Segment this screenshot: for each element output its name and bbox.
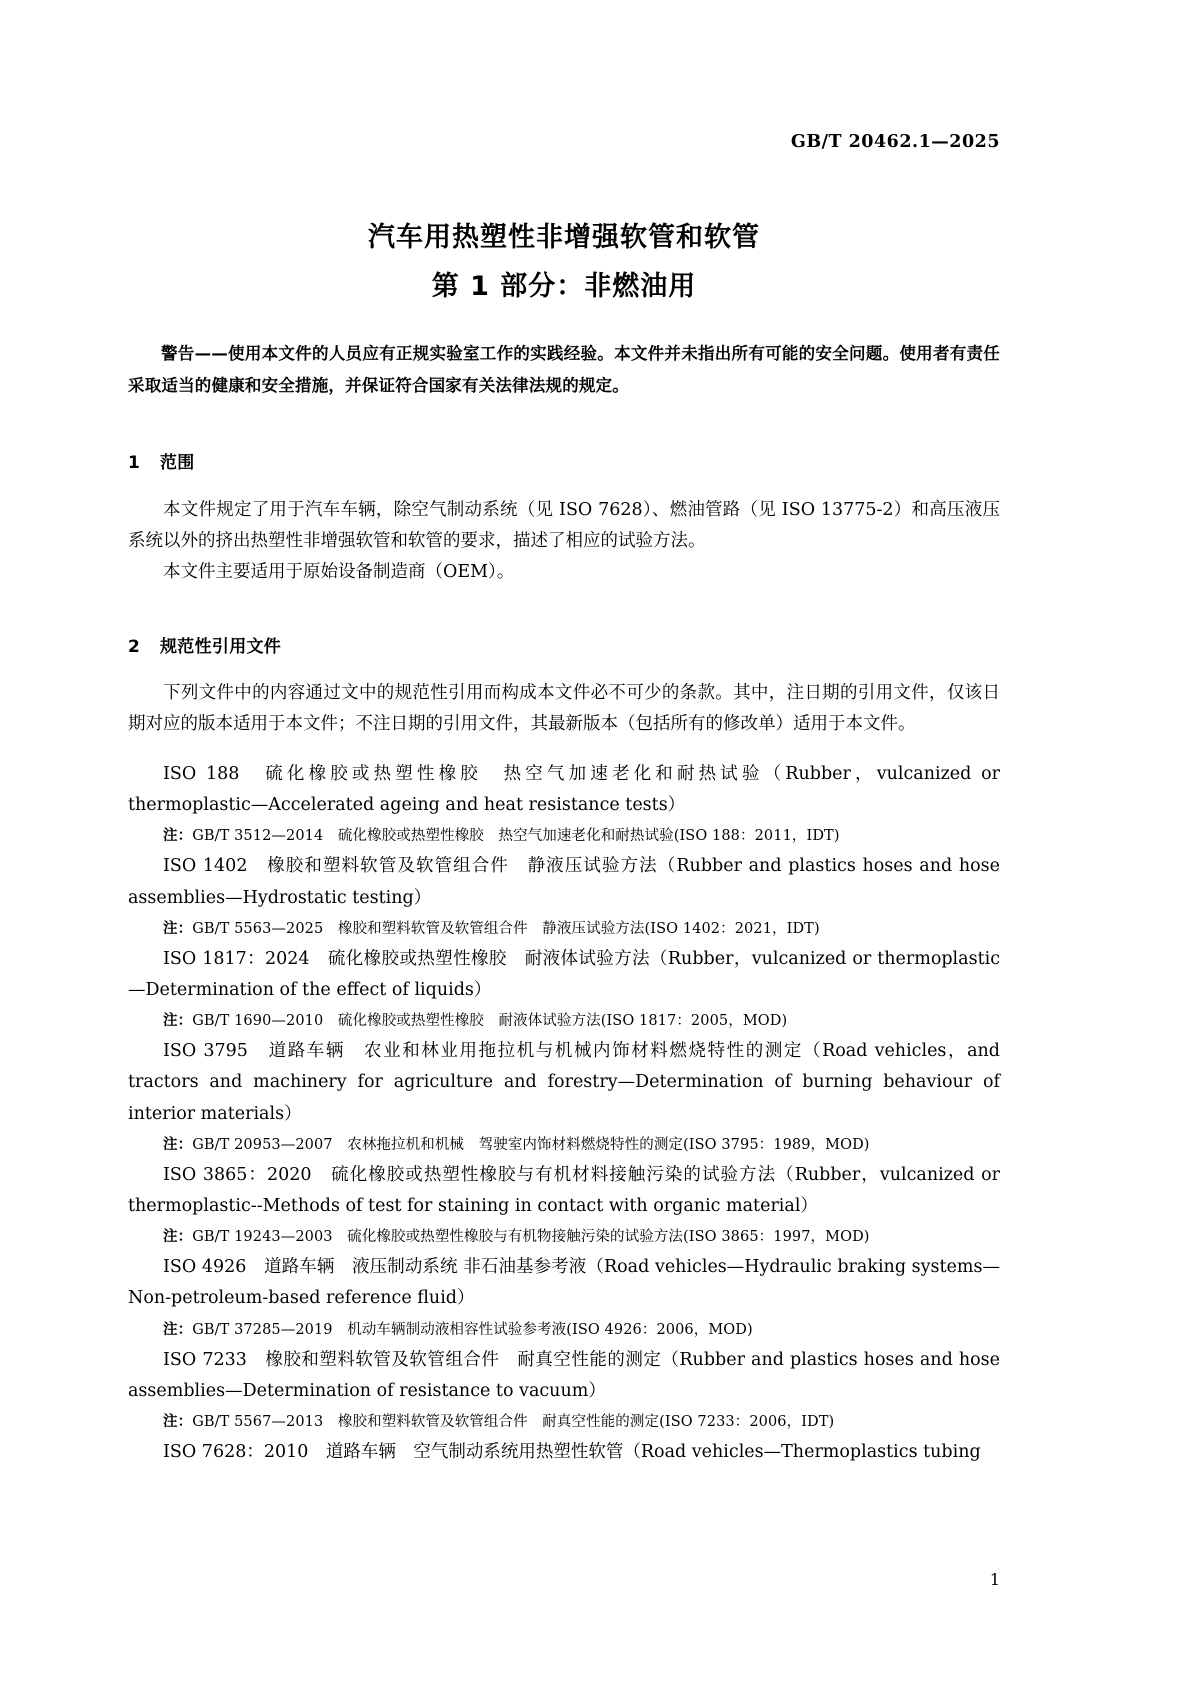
reference-note: [128, 914, 1000, 944]
reference-note-label: 注：: [163, 1321, 193, 1338]
clause-2-title: 规范性引用文件: [160, 637, 282, 657]
scope-paragraph-1: 本文件规定了用于汽车车辆，除空气制动系统（见 ISO 7628）、燃油管路（见 ISO 13775-2）和高压液压系统以外的挤出热塑性非增强软管和软管的要求，描述了相应的试验方法。: [128, 500, 1000, 552]
normative-references-list: [128, 759, 1000, 1468]
reference-note-label: 注：: [163, 1414, 193, 1431]
reference-note-label: 注：: [163, 920, 193, 937]
reference-note: [128, 1407, 1000, 1437]
reference-note-text: GB/T 20953—2007 农林拖拉机和机械 驾驶室内饰材料燃烧特性的测定(ISO 3795：1989，MOD): [192, 1136, 870, 1153]
page-content: [128, 0, 1000, 1685]
reference-note-label: 注：: [163, 1229, 193, 1246]
reference-note-text: GB/T 19243—2003 硫化橡胶或热塑性橡胶与有机物接触污染的试验方法(ISO 3865：1997，MOD): [192, 1229, 870, 1246]
reference-note-text: GB/T 5567—2013 橡胶和塑料软管及软管组合件 耐真空性能的测定(ISO 7233：2006，IDT): [192, 1414, 835, 1431]
reference-entry: ISO 7233 橡胶和塑料软管及软管组合件 耐真空性能的测定（Rubber and plastics hoses and hose assemblies—Determination of resistance to vacuum）: [128, 1349, 1000, 1401]
clause-2-heading: [128, 632, 1000, 657]
reference-note: [128, 1222, 1000, 1252]
clause-1-body: [128, 495, 1000, 588]
page-subtitle: 第 1 部分：非燃油用: [431, 270, 697, 302]
reference-note-text: GB/T 5563—2025 橡胶和塑料软管及软管组合件 静液压试验方法(ISO 1402：2021，IDT): [192, 920, 820, 937]
reference-note: [128, 1130, 1000, 1160]
standard-number: GB/T 20462.1—2025: [790, 132, 1000, 152]
page-number: 1: [989, 1570, 1000, 1589]
clause-2-number: 2: [128, 637, 141, 657]
reference-note-label: 注：: [163, 1013, 193, 1030]
reference-entry: ISO 3865：2020 硫化橡胶或热塑性橡胶与有机材料接触污染的试验方法（Rubber，vulcanized or thermoplastic--Methods of test for staining in contact with organic material）: [128, 1164, 1000, 1217]
warning-paragraph: 警告——使用本文件的人员应有正规实验室工作的实践经验。本文件并未指出所有可能的安全问题。使用者有责任采取适当的健康和安全措施，并保证符合国家有关法律法规的规定。: [128, 344, 1000, 396]
running-header: [128, 132, 1000, 152]
reference-note-text: GB/T 3512—2014 硫化橡胶或热塑性橡胶 热空气加速老化和耐热试验(ISO 188：2011，IDT): [192, 828, 840, 845]
title-block: [128, 218, 1000, 307]
reference-note-label: 注：: [163, 828, 193, 845]
reference-entry: ISO 3795 道路车辆 农业和林业用拖拉机与机械内饰材料燃烧特性的测定（Road vehicles，and tractors and machinery for agriculture and forestry—Determination of burning behaviour of interior materials）: [128, 1041, 1000, 1124]
reference-entry: ISO 4926 道路车辆 液压制动系统 非石油基参考液（Road vehicles—Hydraulic braking systems—Non-petroleum-based reference fluid）: [128, 1257, 1000, 1309]
reference-entry: ISO 1817：2024 硫化橡胶或热塑性橡胶 耐液体试验方法（Rubber，vulcanized or thermoplastic—Determination of the effect of liquids）: [128, 948, 1000, 1001]
reference-note-text: GB/T 37285—2019 机动车辆制动液相容性试验参考液(ISO 4926：2006，MOD): [192, 1321, 753, 1338]
reference-note: [128, 1315, 1000, 1345]
reference-note: [128, 821, 1000, 851]
reference-entry: ISO 1402 橡胶和塑料软管及软管组合件 静液压试验方法（Rubber and plastics hoses and hose assemblies—Hydrostatic testing）: [128, 856, 1000, 908]
page-title: 汽车用热塑性非增强软管和软管: [368, 222, 760, 253]
references-intro-paragraph: 下列文件中的内容通过文中的规范性引用而构成本文件必不可少的条款。其中，注日期的引用文件，仅该日期对应的版本适用于本文件；不注日期的引用文件，其最新版本（包括所有的修改单）适用于本文件。: [128, 683, 1000, 735]
clause-1-title: 范围: [160, 453, 195, 473]
clause-1-heading: [128, 448, 1000, 473]
reference-note-label: 注：: [163, 1136, 193, 1153]
clause-1-number: 1: [128, 453, 141, 473]
reference-entry: ISO 188 硫化橡胶或热塑性橡胶 热空气加速老化和耐热试验（Rubber，vulcanized or thermoplastic—Accelerated ageing and heat resistance tests）: [128, 764, 1000, 816]
reference-entry-truncated: ISO 7628：2010 道路车辆 空气制动系统用热塑性软管（Road vehicles—Thermoplastics tubing: [163, 1442, 981, 1463]
reference-note: [128, 1006, 1000, 1036]
reference-note-text: GB/T 1690—2010 硫化橡胶或热塑性橡胶 耐液体试验方法(ISO 1817：2005，MOD): [192, 1013, 788, 1030]
scope-paragraph-2: 本文件主要适用于原始设备制造商（OEM）。: [163, 562, 515, 583]
clause-2-intro: [128, 678, 1000, 740]
